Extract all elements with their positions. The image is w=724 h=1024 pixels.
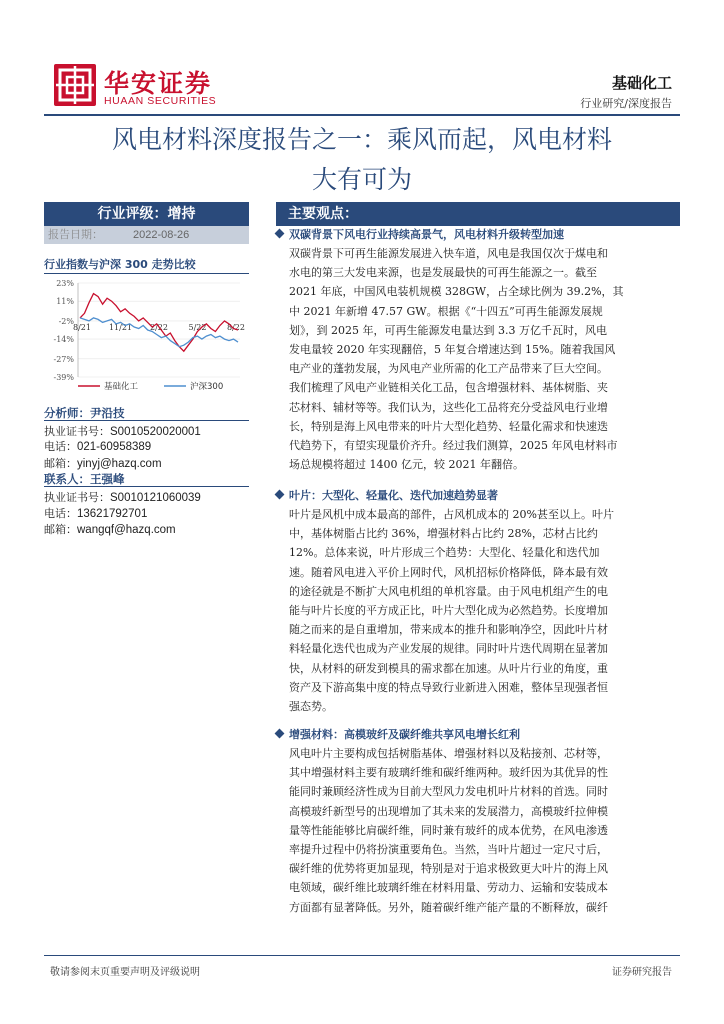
text-line: 的途径就是不断扩大风电机组的单机容量。由于风电机组产生的电	[289, 584, 608, 598]
legend-label: 基础化工	[104, 382, 139, 392]
bullet-title-1: 双碳背景下风电行业持续高景气，风电材料升级转型加速	[276, 226, 564, 242]
contact-phone-row	[44, 505, 147, 521]
footer-disclaimer: 敬请参阅末页重要声明及评级说明	[50, 967, 200, 978]
index-trend-chart	[44, 275, 249, 397]
chart-title-divider	[44, 273, 249, 274]
contact-email[interactable]: wangqf@hazq.com	[77, 524, 176, 536]
contact-email-label: 邮箱：	[44, 523, 77, 536]
analyst-email-row	[44, 455, 162, 471]
diamond-bullet-icon	[275, 229, 285, 239]
text-line: 速。随着风电进入平价上网时代，风机招标价格降低，降本最有效	[289, 565, 608, 579]
text-line: 水电的第三大发电来源，也是发展最快的可再生能源之一。截至	[289, 266, 597, 280]
x-tick-label: 2/22	[150, 322, 168, 332]
text-line: 长，特别是海上风电带来的叶片大型化趋势、轻量化需求和快速迭	[289, 419, 608, 433]
title-line-2: 大有可为	[311, 165, 412, 194]
report-title	[44, 120, 680, 200]
report-date-label: 报告日期：	[48, 228, 103, 241]
text-line: 叶片是风机中成本最高的部件，占风机成本的 20%甚至以上。叶片	[289, 508, 614, 521]
text-line: 中，基体树脂占比约 36%，增强材料占比约 28%，芯材占比约	[289, 527, 598, 541]
x-tick-label: 8/22	[227, 322, 245, 332]
text-line: 资产及下游高集中度的特点导致行业新进入困难，整体呈现强者恒	[289, 680, 608, 694]
text-line: 划》，到 2025 年，可再生能源发电量达到 3.3 万亿千瓦时，风电	[289, 323, 607, 337]
text-line: 高模玻纤新型号的出现增加了其未来的发展潜力，高模玻纤拉伸模	[289, 804, 608, 818]
header-divider	[44, 114, 680, 116]
legend-label: 沪深300	[190, 382, 224, 392]
text-line: 能与叶片长度的平方成正比，叶片大型化成为必然趋势。长度增加	[289, 603, 608, 617]
company-logo	[54, 64, 226, 110]
analyst-phone-row	[44, 438, 151, 454]
text-line: 发电量较 2020 年实现翻倍，5 年复合增速达到 15%。随着我国风	[289, 342, 616, 356]
x-tick-label: 8/21	[73, 322, 91, 332]
text-line: 能同时兼顾经济性成为目前大型风力发电机叶片材料的首选。同时	[289, 785, 608, 799]
title-line-1: 风电材料深度报告之一：乘风而起，风电材料	[111, 125, 612, 154]
text-line: 电领域，碳纤维比玻璃纤维在材料用量、劳动力、运输和安装成本	[289, 881, 608, 895]
report-date-value: 2022-08-26	[133, 229, 190, 241]
text-line: 碳纤维的优势将更加显现，特别是对于追求极致更大叶片的海上风	[289, 862, 608, 876]
y-tick-label: -2%	[58, 316, 74, 326]
text-line: 双碳背景下可再生能源发展进入快车道，风电是我国仅次于煤电和	[289, 247, 608, 260]
footer-report-type: 证券研究报告	[612, 967, 672, 978]
contact-heading: 联系人：王强峰	[44, 472, 125, 486]
analyst-cert-number: S0010520020001	[110, 426, 201, 438]
bullet-body-1	[289, 244, 666, 474]
diamond-bullet-icon	[275, 490, 285, 500]
text-line: 量等性能能够比肩碳纤维，同时兼有玻纤的成本优势，在风电渗透	[289, 823, 608, 837]
analyst-divider	[44, 420, 249, 421]
text-line: 场总规模将超过 1400 亿元，较 2021 年翻倍。	[289, 458, 524, 472]
contact-phone: 13621792701	[77, 508, 148, 520]
text-line: 随之而来的是自重增加，带来成本的推升和影响净空，因此叶片材	[289, 623, 608, 637]
text-line: 强态势。	[289, 699, 333, 713]
analyst-phone: 021-60958389	[77, 441, 152, 453]
contact-cert-number: S0010121060039	[110, 492, 201, 504]
y-tick-label: 11%	[56, 297, 74, 307]
text-line: 电产业的蓬勃发展，为风电产业所需的化工产品带来了巨大空间。	[289, 362, 608, 376]
analyst-cert-row	[44, 423, 201, 439]
y-tick-label: -27%	[53, 354, 74, 364]
contact-cert-label: 执业证书号：	[44, 491, 110, 504]
report-type: 行业研究/深度报告	[580, 97, 672, 110]
analyst-heading: 分析师：尹沿技	[44, 406, 125, 420]
y-tick-label: -39%	[53, 373, 74, 382]
contact-cert-row	[44, 489, 201, 505]
text-line: 快，从材料的研发到模具的需求都在加速。从叶片行业的角度，重	[289, 661, 608, 675]
text-line: 中 2021 年新增 47.57 GW。根据《“十四五”可再生能源发展规	[289, 304, 603, 318]
footer-divider	[44, 955, 680, 956]
y-tick-label: 23%	[56, 279, 74, 288]
x-tick-label: 5/22	[188, 322, 207, 332]
sector-name: 基础化工	[611, 74, 672, 92]
contact-divider	[44, 486, 249, 487]
contact-email-row	[44, 521, 176, 537]
text-line: 2021 年底，中国风电装机规模 328GW，占全球比例为 39.2%，其	[289, 285, 624, 299]
analyst-phone-label: 电话：	[44, 440, 77, 453]
contact-phone-label: 电话：	[44, 507, 77, 520]
y-tick-label: -14%	[53, 335, 74, 345]
text-line: 代趋势下，有望实现量价齐升。经过我们测算，2025 年风电材料市	[289, 438, 618, 452]
text-line: 12%。总体来说，叶片形成三个趋势：大型化、轻量化和迭代加	[289, 546, 600, 560]
text-line: 方面都有显著降低。另外，随着碳纤维产能产量的不断释放，碳纤	[289, 900, 608, 914]
text-line: 芯材料、辅材等等。我们认为，这些化工品将充分受益风电行业增	[289, 400, 608, 414]
analyst-email-label: 邮箱：	[44, 457, 77, 470]
key-points-heading: 主要观点：	[276, 202, 680, 226]
industry-rating: 行业评级：增持	[44, 202, 249, 226]
analyst-email[interactable]: yinyj@hazq.com	[77, 458, 162, 470]
bullet-title-3: 增强材料：高模玻纤及碳纤维共享风电增长红利	[276, 726, 520, 742]
logo-text-cn: 华安证券	[104, 69, 213, 98]
logo-mark-icon	[54, 64, 96, 106]
bullet-body-2	[289, 505, 666, 716]
analyst-cert-label: 执业证书号：	[44, 425, 110, 438]
diamond-bullet-icon	[275, 729, 285, 739]
text-line: 我们梳理了风电产业链相关化工品，包含增强材料、基体树脂、夹	[289, 381, 608, 395]
bullet-body-3	[289, 744, 666, 917]
chart-title: 行业指数与沪深 300 走势比较	[44, 258, 196, 271]
text-line: 料轻量化迭代也成为产业发展的规律。同时叶片迭代周期在显著加	[289, 642, 608, 656]
x-tick-label: 11/21	[108, 322, 133, 332]
text-line: 率提升过程中仍将扮演重要角色。当然，当叶片超过一定尺寸后，	[289, 842, 608, 856]
text-line: 其中增强材料主要有玻璃纤维和碳纤维两种。玻纤因为其优异的性	[289, 766, 608, 780]
bullet-title-2: 叶片：大型化、轻量化、迭代加速趋势显著	[276, 487, 498, 503]
logo-text-en: HUAAN SECURITIES	[104, 95, 217, 107]
report-date-row	[44, 226, 249, 244]
text-line: 风电叶片主要构成包括树脂基体、增强材料以及粘接剂、芯材等，	[289, 747, 608, 760]
